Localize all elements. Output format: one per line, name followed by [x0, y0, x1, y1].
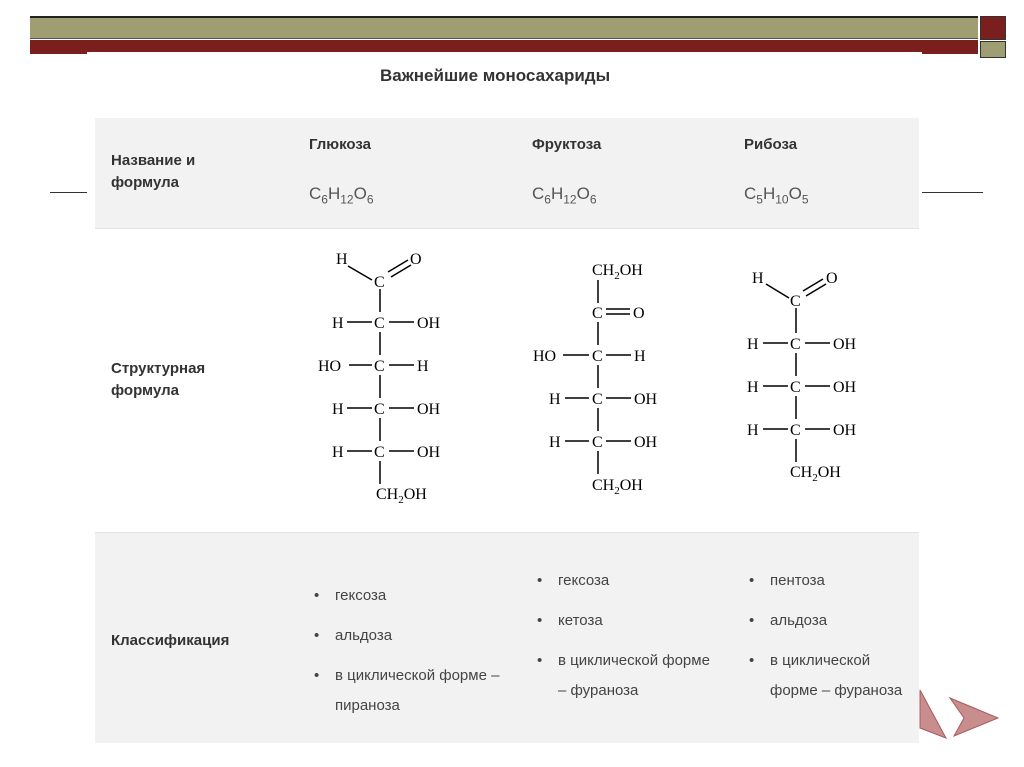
svg-text:OH: OH	[417, 444, 441, 461]
svg-text:C: C	[790, 336, 801, 353]
svg-text:OH: OH	[417, 315, 441, 332]
row-label-structure: Структурная формула	[111, 360, 206, 399]
svg-text:CH2OH: $CH_2OH$	[790, 464, 841, 484]
svg-text:O: O	[633, 305, 645, 322]
svg-text:O: O	[826, 270, 838, 287]
svg-text:OH: OH	[833, 422, 857, 439]
svg-text:H: H	[332, 315, 344, 332]
svg-text:C: C	[374, 358, 385, 375]
row-label-classification: Классификация	[111, 632, 230, 649]
svg-text:C: C	[592, 348, 603, 365]
page-title: Важнейшие моносахариды	[380, 66, 611, 85]
svg-text:H: H	[332, 444, 344, 461]
classification-list-ribose	[747, 566, 917, 706]
svg-text:OH: OH	[833, 336, 857, 353]
svg-text:OH: OH	[634, 391, 658, 408]
svg-text:C: C	[374, 401, 385, 418]
classification-list-fructose	[535, 566, 710, 706]
list-item: • в циклической форме – фураноза	[535, 646, 710, 706]
svg-text:CH2OH: $CH_2OH$	[592, 477, 643, 497]
ribose-structure	[747, 270, 857, 484]
svg-text:H: H	[634, 348, 646, 365]
svg-text:CH2OH: $CH_2OH$	[592, 262, 643, 282]
svg-text:C: C	[790, 379, 801, 396]
list-item: • кетоза	[535, 606, 710, 636]
svg-text:H: H	[332, 401, 344, 418]
formula-glucose: $C_6H_{12}O_6$	[309, 184, 374, 207]
list-item: • пентоза	[747, 566, 917, 596]
svg-text:H: H	[549, 391, 561, 408]
svg-text:C: C	[374, 315, 385, 332]
svg-text:C: C	[374, 444, 385, 461]
svg-text:H: H	[752, 270, 764, 287]
svg-text:H: H	[747, 336, 759, 353]
svg-text:CH2OH: $CH_2OH$	[376, 486, 427, 506]
svg-text:C: C	[790, 422, 801, 439]
svg-text:H: H	[336, 251, 348, 268]
list-item: • гексоза	[312, 581, 517, 611]
svg-text:H: H	[549, 434, 561, 451]
svg-text:H: H	[417, 358, 429, 375]
svg-text:O: O	[410, 251, 422, 268]
svg-text:C: C	[592, 305, 603, 322]
svg-text:HO: HO	[533, 348, 557, 365]
row-label-name: Название и формула	[111, 152, 196, 191]
column-name-glucose: Глюкоза	[309, 136, 371, 153]
list-item: • в циклической форме – пираноза	[312, 661, 517, 721]
svg-text:C: C	[592, 434, 603, 451]
svg-text:H: H	[747, 422, 759, 439]
svg-text:HO: HO	[318, 358, 342, 375]
prev-arrow-icon[interactable]	[918, 688, 948, 740]
column-name-fructose: Фруктоза	[532, 136, 602, 153]
column-name-ribose: Рибоза	[744, 136, 798, 153]
svg-text:OH: OH	[417, 401, 441, 418]
fructose-structure	[533, 262, 658, 497]
svg-text:C: C	[790, 293, 801, 310]
svg-text:H: H	[747, 379, 759, 396]
list-item: • альдоза	[312, 621, 517, 651]
list-item: • в циклической форме – фураноза	[747, 646, 917, 706]
svg-text:C: C	[592, 391, 603, 408]
formula-ribose: $C_5H_{10}O_5$	[744, 184, 809, 207]
list-item: • гексоза	[535, 566, 710, 596]
svg-text:OH: OH	[833, 379, 857, 396]
next-arrow-icon[interactable]	[948, 694, 1000, 740]
svg-text:OH: OH	[634, 434, 658, 451]
formula-fructose: $C_6H_{12}O_6$	[532, 184, 597, 207]
classification-list-glucose	[312, 581, 517, 721]
list-item: • альдоза	[747, 606, 917, 636]
svg-text:C: C	[374, 274, 385, 291]
